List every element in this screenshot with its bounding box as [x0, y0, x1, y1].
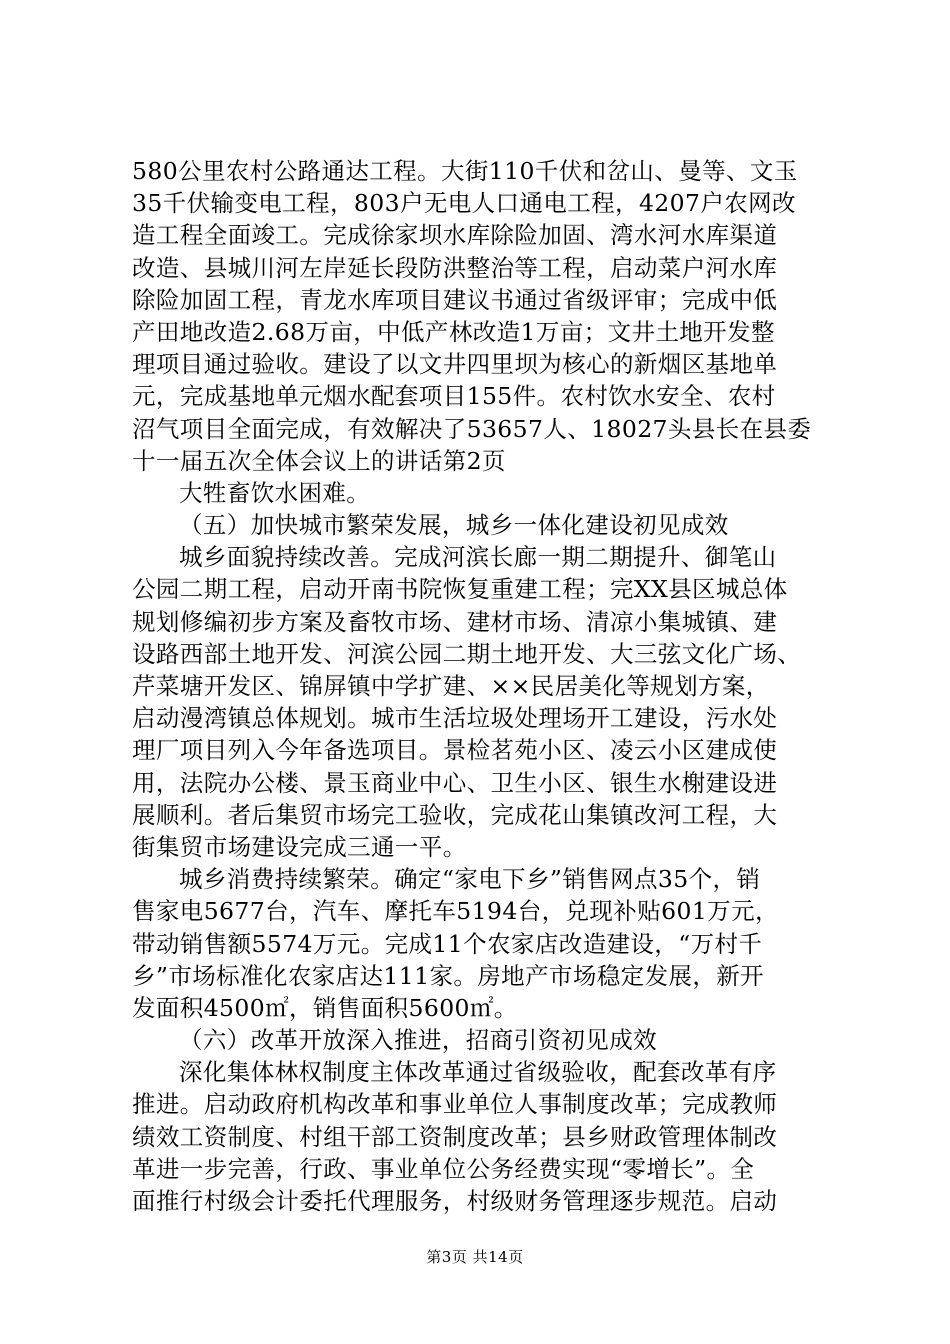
text-line: 公园二期工程，启动开南书院恢复重建工程；完XX县区城总体: [132, 575, 788, 604]
text-line: （五）加快城市繁荣发展，城乡一体化建设初见成效: [179, 511, 729, 540]
text-line: （六）改革开放深入推进，招商引资初见成效: [179, 1026, 657, 1055]
text-line: 展顺利。者后集贸市场完工验收，完成花山集镇改河工程，大: [132, 800, 778, 829]
text-line: 理厂项目列入今年备选项目。景检茗苑小区、凌云小区建成使: [132, 736, 778, 765]
text-line: 城乡面貌持续改善。完成河滨长廊一期二期提升、御笔山: [179, 543, 777, 572]
text-line: 580公里农村公路通达工程。大街110千伏和岔山、曼等、文玉: [132, 157, 798, 185]
text-line: 规划修编初步方案及畜牧市场、建材市场、清凉小集城镇、建: [132, 607, 778, 636]
text-line: 沼气项目全面完成，有效解决了53657人、18027头县长在县委: [132, 414, 812, 443]
text-line: 发面积4500㎡，销售面积5600㎡。: [132, 993, 518, 1022]
text-line: 元，完成基地单元烟水配套项目155件。农村饮水安全、农村: [132, 382, 776, 411]
text-line: 售家电5677台，汽车、摩托车5194台，兑现补贴601万元，: [132, 897, 779, 926]
text-line: 大牲畜饮水困难。: [179, 478, 371, 507]
text-line: 启动漫湾镇总体规划。城市生活垃圾处理场开工建设，污水处: [132, 704, 778, 733]
text-line: 除险加固工程，青龙水库项目建议书通过省级评审；完成中低: [132, 285, 778, 314]
text-line: 推进。启动政府机构改革和事业单位人事制度改革；完成教师: [132, 1090, 778, 1119]
text-line: 芹菜塘开发区、锦屏镇中学扩建、××民居美化等规划方案，: [132, 672, 770, 700]
text-line: 绩效工资制度、村组干部工资制度改革；县乡财政管理体制改: [132, 1122, 778, 1151]
text-line: 35千伏输变电工程，803户无电人口通电工程，4207户农网改: [132, 189, 796, 218]
document-body: [132, 155, 838, 1217]
text-line: 改造、县城川河左岸延长段防洪整治等工程，启动菜户河水库: [132, 253, 778, 282]
text-line: 革进一步完善，行政、事业单位公务经费实现“零增长”。全: [132, 1154, 755, 1183]
text-line: 面推行村级会计委托代理服务，村级财务管理逐步规范。启动: [132, 1187, 778, 1215]
page-footer: 第3页 共14页: [426, 1248, 524, 1266]
text-line: 城乡消费持续繁荣。确定“家电下乡”销售网点35个，销: [179, 865, 761, 894]
text-line: 街集贸市场建设完成三通一平。: [132, 832, 467, 861]
text-line: 产田地改造2.68万亩，中低产林改造1万亩；文井土地开发整: [132, 317, 775, 346]
text-line: 用，法院办公楼、景玉商业中心、卫生小区、银生水榭建设进: [132, 768, 778, 797]
text-line: 带动销售额5574万元。完成11个农家店改造建设，“万村千: [132, 929, 763, 958]
text-line: 深化集体林权制度主体改革通过省级验收，配套改革有序: [179, 1058, 777, 1087]
text-line: 乡”市场标准化农家店达111家。房地产市场稳定发展，新开: [132, 961, 765, 990]
text-line: 理项目通过验收。建设了以文井四里坝为核心的新烟区基地单: [132, 350, 778, 379]
text-line: 造工程全面竣工。完成徐家坝水库除险加固、湾水河水库渠道: [132, 221, 778, 250]
text-line: 十一届五次全体会议上的讲话第2页: [132, 446, 506, 475]
text-line: 设路西部土地开发、河滨公园二期土地开发、大三弦文化广场、: [132, 639, 802, 668]
